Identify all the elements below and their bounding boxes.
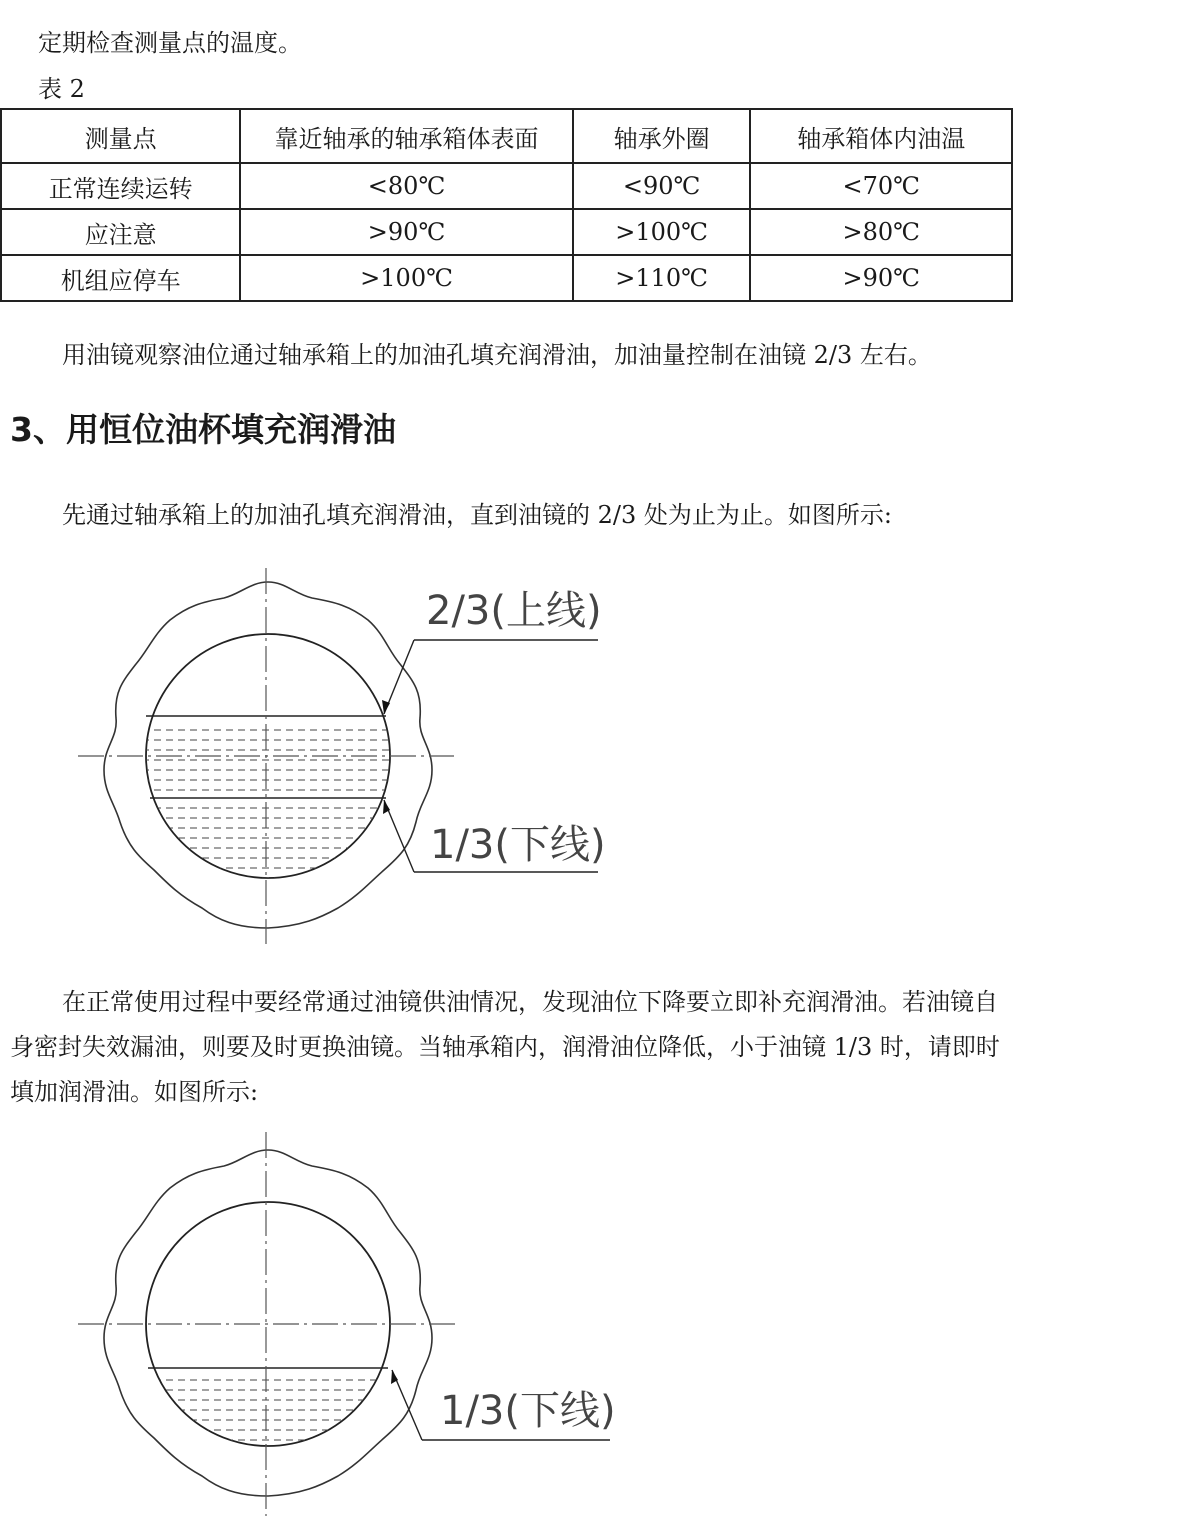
temperature-table <box>0 108 1013 302</box>
table-cell: >100℃ <box>573 209 751 255</box>
lower-line-label: 1/3(下线) <box>440 1388 616 1434</box>
table-caption: 表 2 <box>38 75 85 103</box>
lower-line-label: 1/3(下线) <box>430 822 606 868</box>
table-row <box>1 255 1012 301</box>
table-cell: >90℃ <box>750 255 1012 301</box>
table-cell: 机组应停车 <box>1 255 240 301</box>
table-header-cell: 靠近轴承的轴承箱体表面 <box>240 109 572 163</box>
table-row <box>1 163 1012 209</box>
table-cell: <90℃ <box>573 163 751 209</box>
oil-fill-hatch <box>130 730 410 878</box>
table-cell: >90℃ <box>240 209 572 255</box>
table-header-cell: 轴承箱体内油温 <box>750 109 1012 163</box>
table-header-row <box>1 109 1012 163</box>
paragraph-line: 在正常使用过程中要经常通过油镜供油情况，发现油位下降要立即补充润滑油。若油镜自 <box>62 988 998 1016</box>
table-cell: >80℃ <box>750 209 1012 255</box>
table-cell: <80℃ <box>240 163 572 209</box>
table-cell: 正常连续运转 <box>1 163 240 209</box>
table-cell: 应注意 <box>1 209 240 255</box>
table-header-cell: 轴承外圈 <box>573 109 751 163</box>
table-cell: >110℃ <box>573 255 751 301</box>
table-cell: <70℃ <box>750 163 1012 209</box>
table-cell: >100℃ <box>240 255 572 301</box>
upper-line-label: 2/3(上线) <box>426 588 602 634</box>
table-header-cell: 测量点 <box>1 109 240 163</box>
section-heading: 3、用恒位油杯填充润滑油 <box>10 410 396 449</box>
paragraph-fill-instruction: 先通过轴承箱上的加油孔填充润滑油，直到油镜的 2/3 处为止为止。如图所示: <box>62 501 892 529</box>
oil-sight-glass-figure-2 <box>70 1128 630 1523</box>
oil-sight-glass-figure-1 <box>70 560 630 960</box>
paragraph-oil-level: 用油镜观察油位通过轴承箱上的加油孔填充润滑油，加油量控制在油镜 2/3 左右。 <box>62 341 932 369</box>
paragraph-maintenance <box>10 980 1120 1115</box>
table-row <box>1 209 1012 255</box>
intro-line: 定期检查测量点的温度。 <box>38 29 302 57</box>
paragraph-line: 身密封失效漏油，则要及时更换油镜。当轴承箱内，润滑油位降低，小于油镜 1/3 时，请即时 <box>10 1033 1000 1061</box>
oil-fill-hatch <box>130 1380 410 1440</box>
paragraph-line: 填加润滑油。如图所示: <box>10 1078 259 1106</box>
